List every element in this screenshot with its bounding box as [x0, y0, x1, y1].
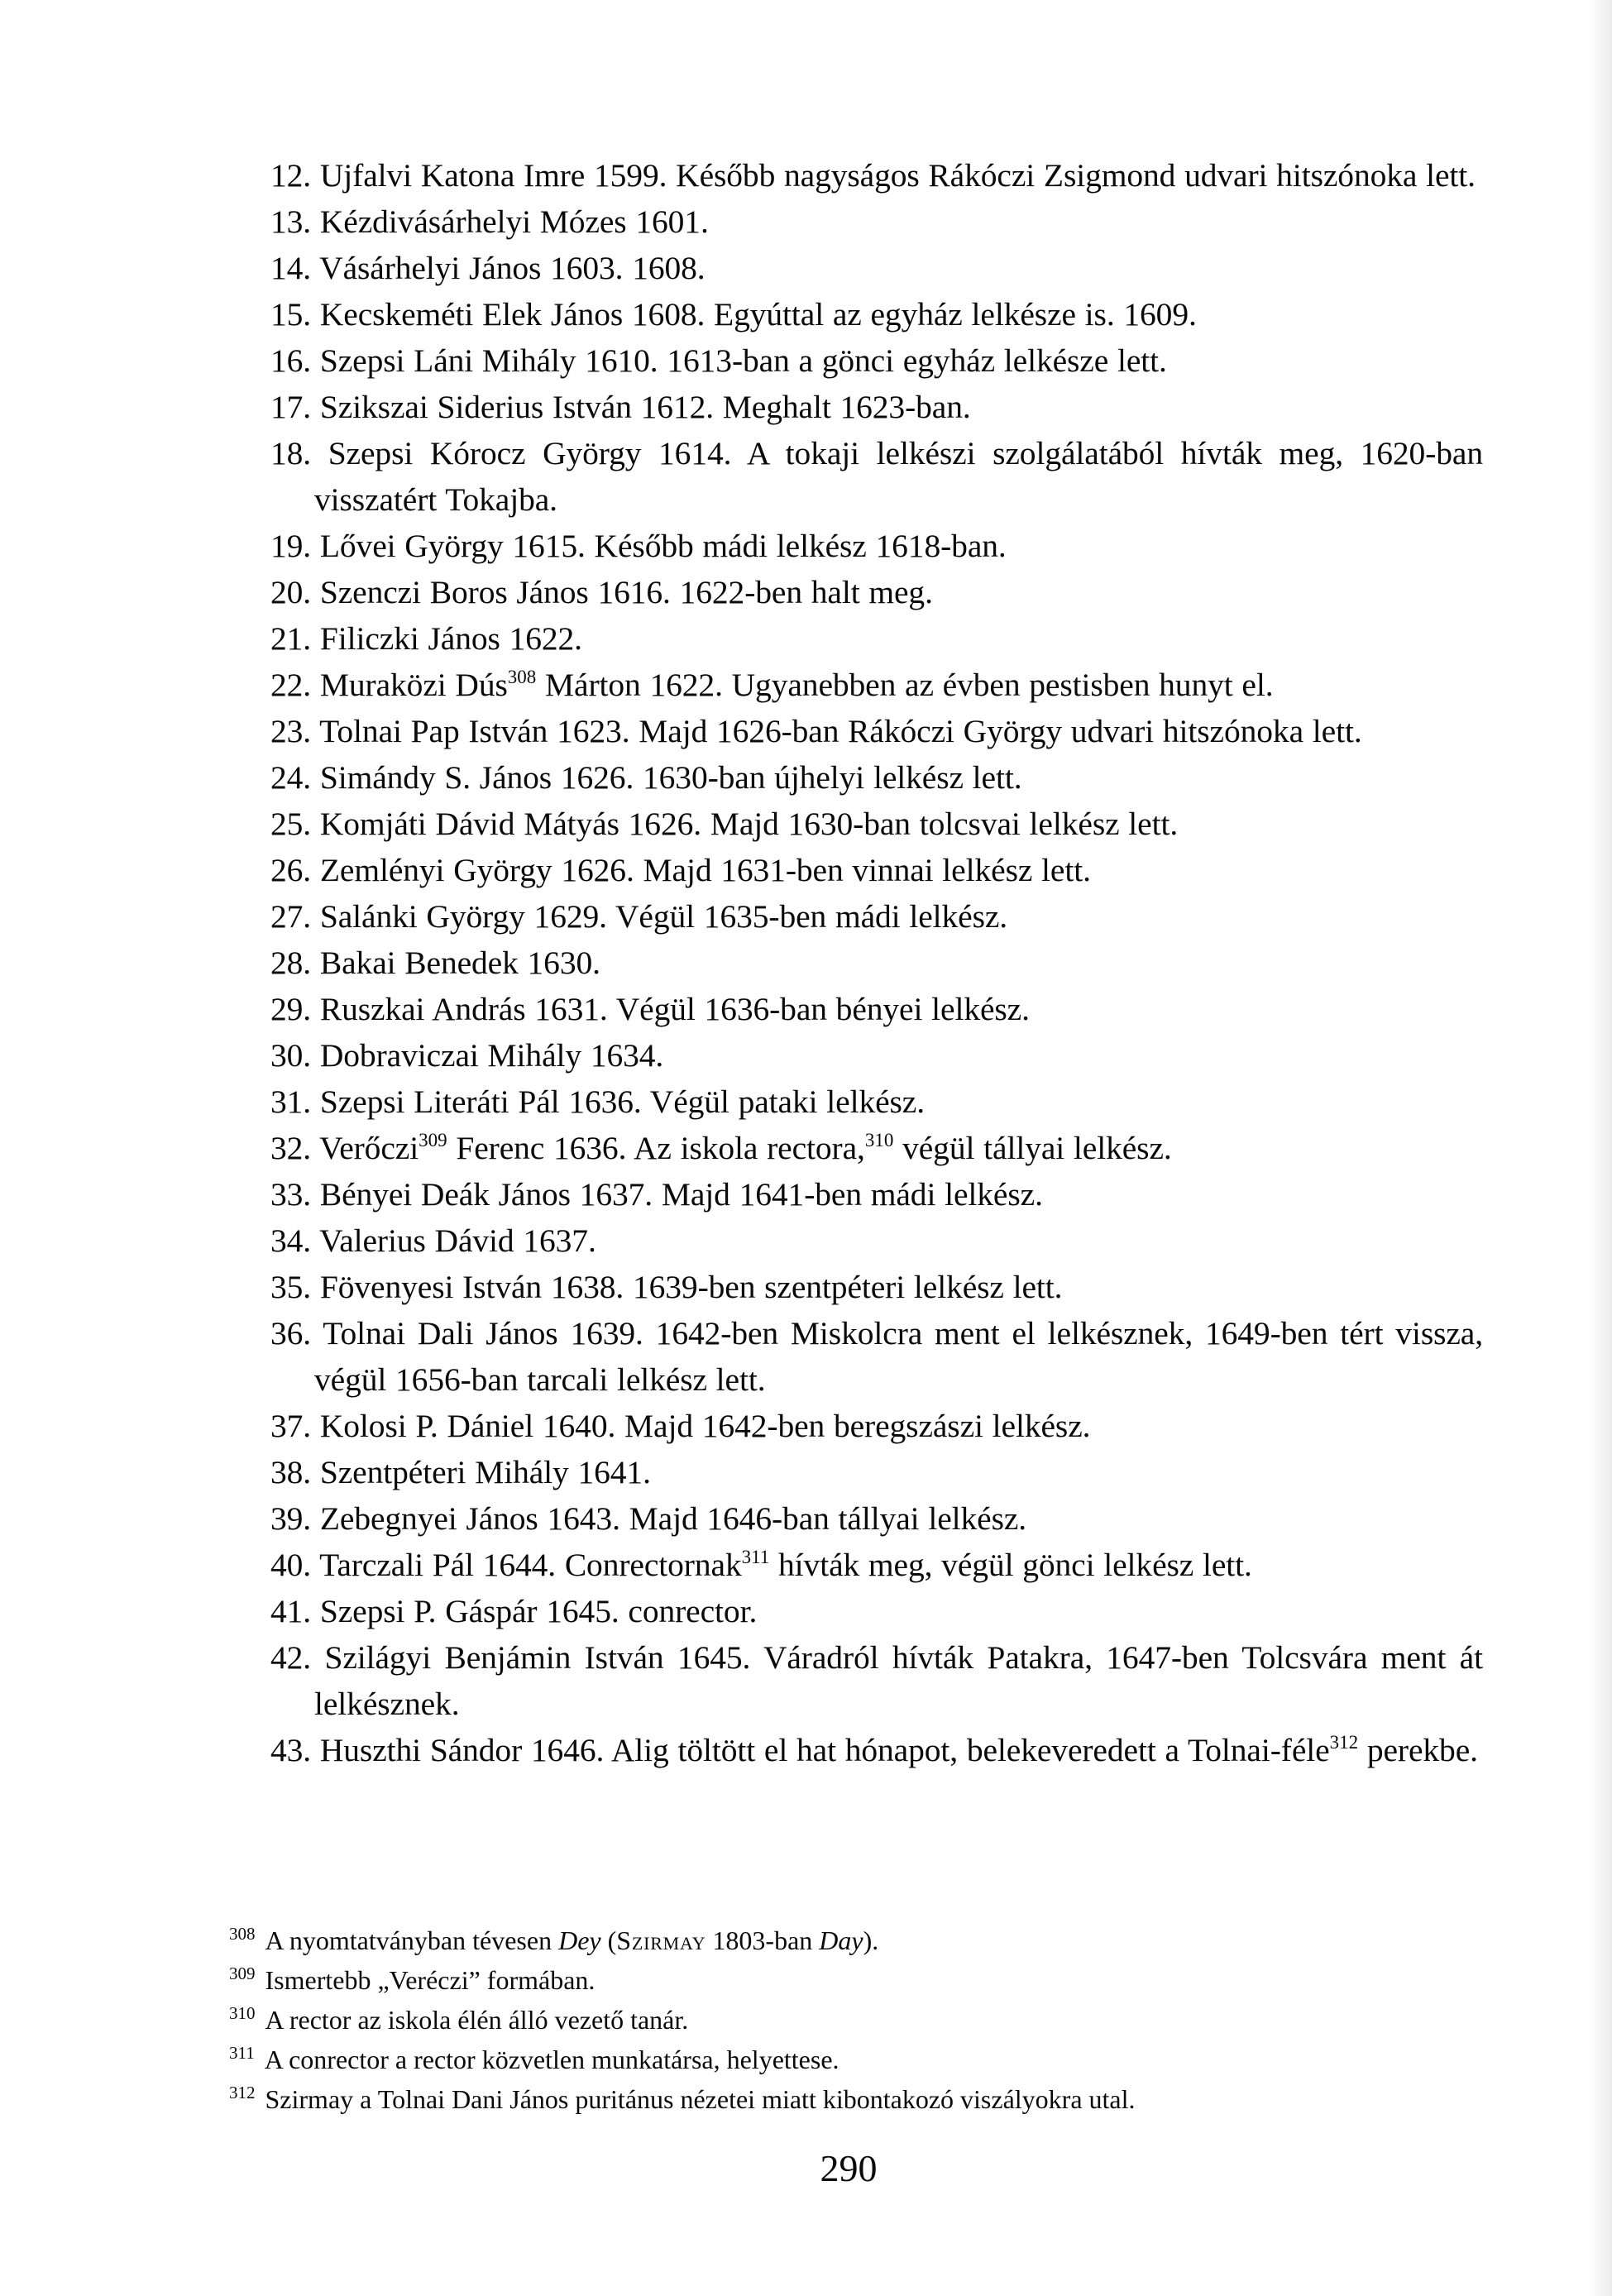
list-item	[270, 523, 1483, 569]
list-item	[270, 291, 1483, 337]
item-number: 40.	[270, 1547, 312, 1583]
item-text: Lővei György 1615. Később mádi lelkész 1618-ban.	[319, 528, 1007, 564]
footnote-marker: 312	[229, 2083, 256, 2102]
footnote-text: Szirmay a Tolnai Dani János puritánus nézetei miatt kibontakozó viszályokra utal.	[265, 2084, 1136, 2114]
item-text: Huszthi Sándor 1646. Alig töltött el hat hónapot, belekeveredett a Tolnai-féle$^{312}$ perekbe.	[319, 1732, 1478, 1768]
item-text: Kecskeméti Elek János 1608. Egyúttal az egyház lelkésze is. 1609.	[319, 296, 1197, 332]
item-number: 22.	[270, 667, 312, 703]
item-text: Kézdivásárhelyi Mózes 1601.	[319, 203, 709, 240]
item-text: Tarczali Pál 1644. Conrectornak$^{311}$ hívták meg, végül gönci lelkész lett.	[319, 1547, 1252, 1583]
item-text: Dobraviczai Mihály 1634.	[319, 1037, 664, 1074]
footnote-marker: 308	[229, 1924, 256, 1944]
list-item	[270, 893, 1483, 940]
item-text: Ruszkai András 1631. Végül 1636-ban bényei lelkész.	[319, 991, 1030, 1027]
text-block	[270, 152, 1483, 1773]
item-number: 42.	[270, 1639, 312, 1676]
list-item	[270, 430, 1483, 523]
list-item	[270, 152, 1483, 199]
list-item	[270, 569, 1483, 615]
list-item	[270, 337, 1483, 384]
item-text: Bényei Deák János 1637. Majd 1641-ben mádi lelkész.	[319, 1176, 1043, 1213]
footnote	[229, 1921, 1495, 1960]
item-text: Zebegnyei János 1643. Majd 1646-ban tállyai lelkész.	[319, 1500, 1027, 1537]
item-number: 38.	[270, 1454, 312, 1490]
footnote	[229, 1960, 1495, 2000]
item-text: Komjáti Dávid Mátyás 1626. Majd 1630-ban tolcsvai lelkész lett.	[319, 806, 1179, 842]
footnote-ref: 311	[741, 1547, 770, 1567]
item-text: Szepsi Kórocz György 1614. A tokaji lelkészi szolgálatából hívták meg, 1620-ban visszatért Tokajba.	[314, 435, 1483, 518]
list-item	[270, 1495, 1483, 1542]
item-text: Tolnai Pap István 1623. Majd 1626-ban Rákóczi György udvari hitszónoka lett.	[319, 713, 1362, 749]
item-number: 27.	[270, 898, 312, 935]
list-item	[270, 986, 1483, 1032]
item-number: 16.	[270, 342, 312, 379]
list-item	[270, 245, 1483, 291]
item-number: 24.	[270, 759, 312, 796]
footnote-ref: 312	[1329, 1732, 1359, 1753]
item-text: Szepsi Literáti Pál 1636. Végül pataki lelkész.	[319, 1083, 926, 1120]
italic-text: Day	[819, 1925, 863, 1955]
item-text: Ujfalvi Katona Imre 1599. Később nagyságos Rákóczi Zsigmond udvari hitszónoka lett.	[319, 157, 1476, 194]
item-number: 29.	[270, 991, 312, 1027]
footnotes-section	[229, 1921, 1495, 2119]
item-text: Muraközi Dús$^{308}$ Márton 1622. Ugyanebben az évben pestisben hunyt el.	[319, 667, 1274, 703]
list-item	[270, 615, 1483, 662]
item-text: Simándy S. János 1626. 1630-ban újhelyi lelkész lett.	[319, 759, 1022, 796]
item-number: 14.	[270, 250, 312, 286]
footnote	[229, 2079, 1495, 2119]
footnote-marker: 311	[229, 2043, 255, 2063]
item-number: 26.	[270, 852, 312, 888]
item-number: 21.	[270, 620, 312, 657]
item-number: 35.	[270, 1269, 312, 1305]
item-text: Zemlényi György 1626. Majd 1631-ben vinnai lelkész lett.	[319, 852, 1091, 888]
list-item	[270, 384, 1483, 430]
numbered-list	[270, 152, 1483, 1773]
item-number: 20.	[270, 574, 312, 610]
item-number: 39.	[270, 1500, 312, 1537]
item-text: Vásárhelyi János 1603. 1608.	[319, 250, 706, 286]
list-item	[270, 1403, 1483, 1449]
smallcaps-name: Szirmay	[616, 1925, 706, 1955]
item-text: Verőczi$^{309}$ Ferenc 1636. Az iskola rectora,$^{310}$ végül tállyai lelkész.	[319, 1130, 1172, 1166]
item-number: 43.	[270, 1732, 312, 1768]
footnote	[229, 2040, 1495, 2079]
item-number: 19.	[270, 528, 312, 564]
item-text: Salánki György 1629. Végül 1635-ben mádi lelkész.	[319, 898, 1008, 935]
item-number: 28.	[270, 945, 312, 981]
item-text: Szikszai Siderius István 1612. Meghalt 1623-ban.	[319, 389, 971, 425]
footnote-text: Ismertebb „Veréczi” formában.	[265, 1965, 596, 1995]
item-text: Filiczki János 1622.	[319, 620, 582, 657]
footnote-marker: 310	[229, 2003, 256, 2023]
item-text: Szenczi Boros János 1616. 1622-ben halt meg.	[319, 574, 933, 610]
item-text: Bakai Benedek 1630.	[319, 945, 600, 981]
list-item	[270, 708, 1483, 754]
list-item	[270, 1727, 1483, 1773]
list-item	[270, 1264, 1483, 1310]
list-item	[270, 1310, 1483, 1403]
list-item	[270, 847, 1483, 893]
scan-edge-shadow	[1589, 0, 1612, 2296]
list-item	[270, 1125, 1483, 1171]
item-text: Szentpéteri Mihály 1641.	[319, 1454, 651, 1490]
item-number: 31.	[270, 1083, 312, 1120]
list-item	[270, 1217, 1483, 1264]
item-number: 30.	[270, 1037, 312, 1074]
item-number: 34.	[270, 1222, 312, 1259]
list-item	[270, 1032, 1483, 1079]
item-text: Szepsi Láni Mihály 1610. 1613-ban a gönci egyház lelkésze lett.	[319, 342, 1167, 379]
item-text: Fövenyesi István 1638. 1639-ben szentpéteri lelkész lett.	[319, 1269, 1063, 1305]
footnote-marker: 309	[229, 1964, 256, 1983]
footnote-text: A conrector a rector közvetlen munkatársa, helyettese.	[264, 2045, 839, 2074]
list-item	[270, 1171, 1483, 1217]
footnote-text: A rector az iskola élén álló vezető tanár.	[265, 2005, 689, 2035]
list-item	[270, 754, 1483, 801]
item-number: 36.	[270, 1315, 312, 1351]
list-item	[270, 199, 1483, 245]
item-number: 33.	[270, 1176, 312, 1213]
item-number: 17.	[270, 389, 312, 425]
list-item	[270, 1542, 1483, 1588]
item-number: 13.	[270, 203, 312, 240]
footnote-ref: 309	[419, 1130, 447, 1150]
italic-text: Dey	[558, 1925, 601, 1955]
item-number: 37.	[270, 1408, 312, 1444]
list-item	[270, 801, 1483, 847]
item-number: 41.	[270, 1593, 312, 1629]
item-text: Valerius Dávid 1637.	[319, 1222, 596, 1259]
footnote-ref: 310	[864, 1130, 894, 1150]
list-item	[270, 1634, 1483, 1727]
footnote	[229, 2000, 1495, 2040]
item-number: 23.	[270, 713, 312, 749]
item-text: Tolnai Dali János 1639. 1642-ben Miskolcra ment el lelkésznek, 1649-ben tért vissza, végül 1656-ban tarcali lelkész lett.	[314, 1315, 1484, 1398]
footnote-text: A nyomtatványban tévesen Dey (Szirmay 1803-ban Day).	[265, 1925, 879, 1955]
footnote-ref: 308	[507, 667, 537, 687]
list-item	[270, 1079, 1483, 1125]
list-item	[270, 1588, 1483, 1634]
item-number: 15.	[270, 296, 312, 332]
item-number: 12.	[270, 157, 312, 194]
item-number: 25.	[270, 806, 312, 842]
page-number: 290	[820, 2147, 878, 2189]
item-text: Kolosi P. Dániel 1640. Majd 1642-ben beregszászi lelkész.	[319, 1408, 1091, 1444]
list-item	[270, 940, 1483, 986]
item-number: 18.	[270, 435, 312, 471]
list-item	[270, 662, 1483, 708]
item-text: Szilágyi Benjámin István 1645. Váradról hívták Patakra, 1647-ben Tolcsvára ment át lelkésznek.	[314, 1639, 1483, 1722]
item-number: 32.	[270, 1130, 312, 1166]
item-text: Szepsi P. Gáspár 1645. conrector.	[319, 1593, 758, 1629]
list-item	[270, 1449, 1483, 1495]
